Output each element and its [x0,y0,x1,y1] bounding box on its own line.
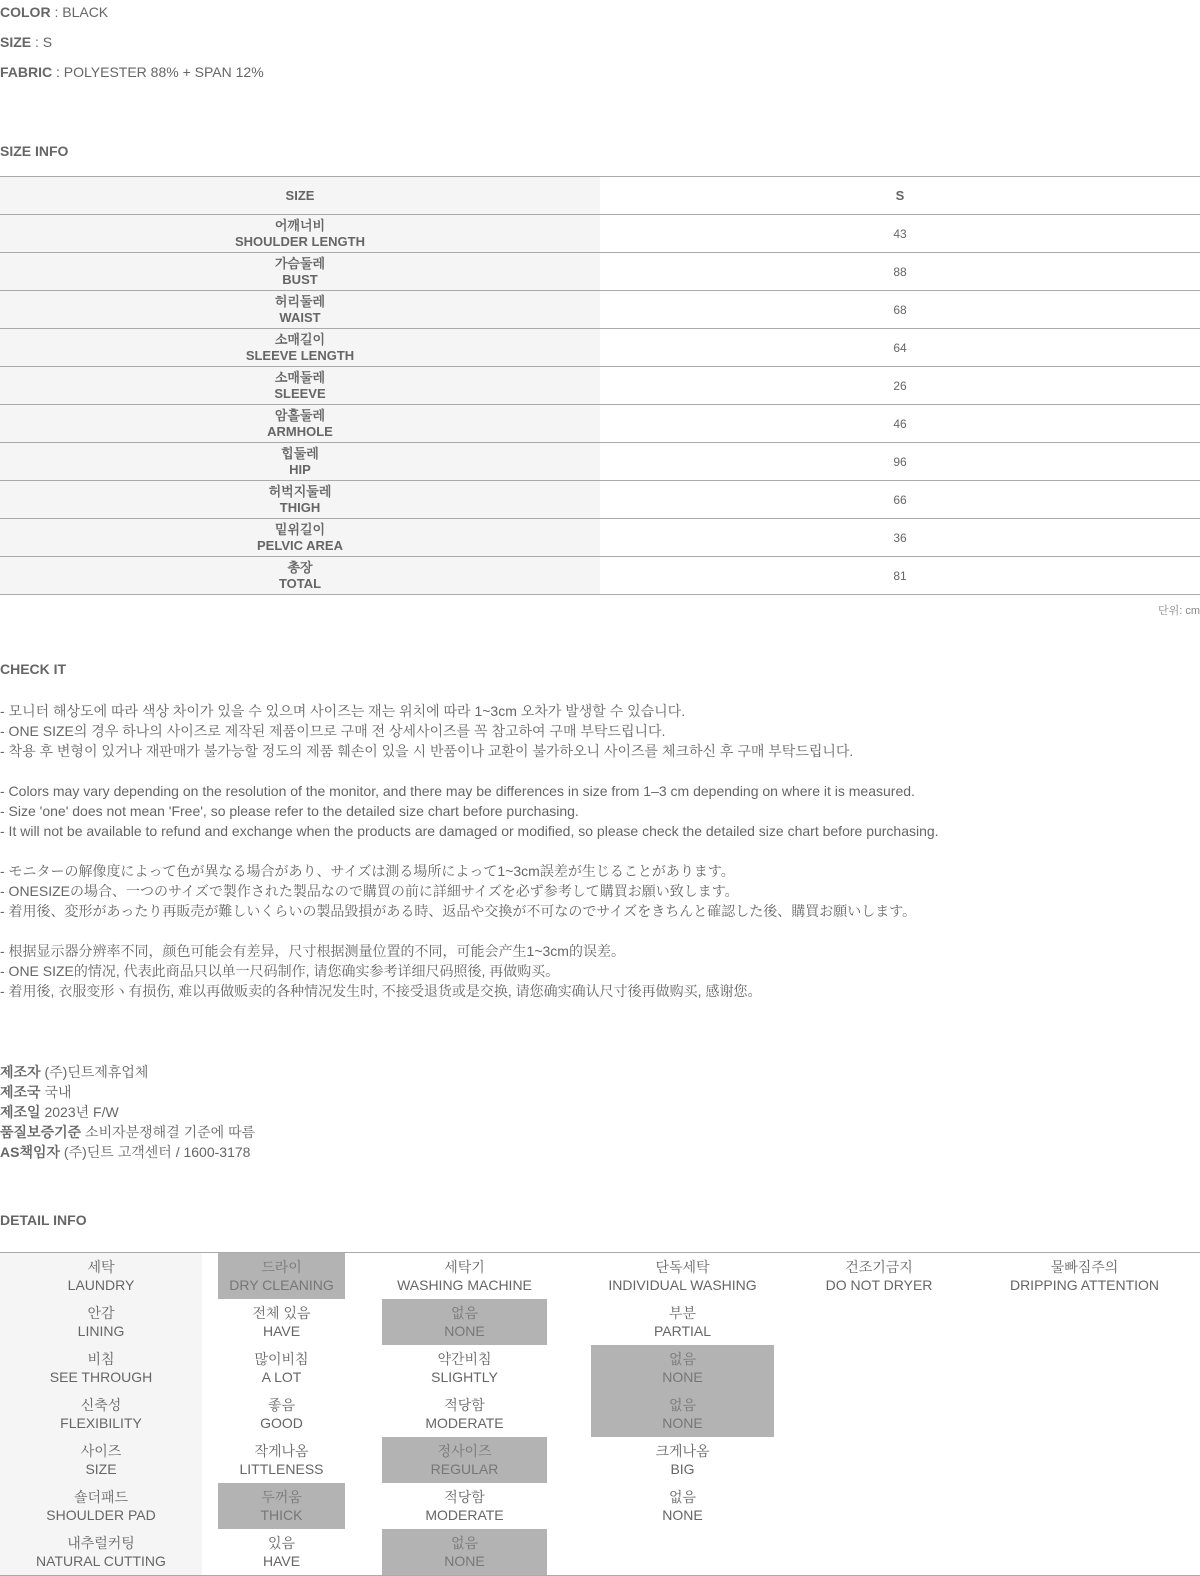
spec-value: : BLACK [50,4,109,20]
size-measure-en: PELVIC AREA [257,537,343,553]
size-measure-kr: 어깨너비 [274,217,326,233]
size-row [0,557,1200,595]
size-measure-label [0,557,600,595]
detail-option [382,1483,547,1529]
size-table-header [0,177,1200,215]
size-measure-en: HIP [289,461,311,477]
size-measure-label [0,367,600,405]
size-measure-label [0,291,600,329]
check-it-notes [0,701,939,1001]
size-measure-en: SHOULDER LENGTH [235,233,365,249]
detail-option [591,1253,774,1299]
size-table [0,176,1200,595]
check-it-line [0,841,939,861]
detail-en: NONE [662,1415,703,1431]
detail-en: SHOULDER PAD [46,1507,156,1523]
size-measure-kr: 소매길이 [274,331,326,347]
size-measure-label [0,405,600,443]
detail-en: THICK [260,1507,303,1523]
check-it-line [0,921,939,941]
detail-en: SLIGHTLY [431,1369,498,1385]
detail-en: A LOT [261,1369,302,1385]
check-it-line: - ONESIZEの場合、一つのサイズで製作された製品なので購買の前に詳細サイズを必ず参考して購買お願い致します。 [0,883,739,899]
size-row [0,481,1200,519]
detail-kr: 물빠짐주의 [1050,1259,1119,1275]
check-it-line: - Size 'one' does not mean 'Free', so please refer to the detailed size chart before purchasing. [0,803,579,819]
detail-en: NONE [662,1369,703,1385]
detail-kr: 사이즈 [80,1443,122,1459]
check-it-line: - ONE SIZE의 경우 하나의 사이즈로 제작된 제품이므로 구매 전 상세사이즈를 꼭 참고하여 구매 부탁드립니다. [0,723,666,739]
detail-option-selected [382,1437,547,1483]
size-measure-value: 36 [600,519,1200,557]
detail-kr: 신축성 [80,1397,122,1413]
size-row [0,519,1200,557]
detail-en: DRY CLEANING [229,1277,334,1293]
size-row [0,291,1200,329]
detail-en: INDIVIDUAL WASHING [608,1277,757,1293]
detail-option [218,1391,345,1437]
size-info-title: SIZE INFO [0,143,69,159]
detail-kr: 건조기금지 [845,1259,913,1275]
detail-en: NONE [444,1323,485,1339]
size-measure-label [0,253,600,291]
size-measure-en: SLEEVE LENGTH [245,347,355,363]
size-measure-label [0,329,600,367]
detail-option [992,1253,1177,1299]
detail-en: MODERATE [425,1507,504,1523]
size-measure-value: 68 [600,291,1200,329]
detail-en: GOOD [260,1415,303,1431]
detail-row-label [0,1345,202,1391]
maker-label: AS책임자 [0,1144,61,1160]
detail-option-selected [382,1529,547,1575]
size-measure-value: 96 [600,443,1200,481]
size-measure-en: WAIST [279,309,321,325]
size-measure-en: THIGH [279,499,321,515]
detail-kr: 없음 [450,1535,479,1551]
detail-en: MODERATE [425,1415,504,1431]
detail-en: REGULAR [430,1461,499,1477]
spec-color [0,4,108,20]
detail-kr: 부분 [668,1305,697,1321]
detail-kr: 적당함 [444,1397,485,1413]
size-measure-value: 66 [600,481,1200,519]
size-measure-kr: 소매둘레 [274,369,326,385]
maker-value: (주)딘트 고객센터 / 1600-3178 [60,1144,251,1160]
detail-row-label [0,1437,202,1483]
maker-label: 품질보증기준 [0,1124,82,1140]
unit-note: 단위: cm [1157,605,1200,617]
detail-en: NONE [662,1507,703,1523]
spec-value: : S [31,34,53,50]
detail-option [591,1483,774,1529]
detail-kr: 좋음 [267,1397,296,1413]
detail-kr: 크게나옴 [655,1443,710,1459]
detail-option [382,1345,547,1391]
maker-label: 제조일 [0,1104,41,1120]
size-measure-en: TOTAL [278,575,322,591]
detail-en: FLEXIBILITY [60,1415,142,1431]
detail-kr: 없음 [450,1305,479,1321]
maker-value: 소비자분쟁해결 기준에 따름 [81,1124,256,1140]
detail-option [218,1345,345,1391]
size-measure-en: ARMHOLE [267,423,333,439]
size-measure-label [0,443,600,481]
maker-row [0,1102,255,1122]
size-measure-kr: 가슴둘레 [274,255,326,271]
detail-kr: 없음 [668,1397,697,1413]
size-measure-label [0,215,600,253]
detail-row-label [0,1483,202,1529]
check-it-title: CHECK IT [0,661,67,677]
maker-row [0,1142,255,1162]
detail-option [591,1299,774,1345]
spec-label: SIZE [0,34,32,50]
detail-option [382,1391,547,1437]
size-measure-value: 46 [600,405,1200,443]
detail-option-selected [218,1483,345,1529]
size-row [0,443,1200,481]
detail-en: LITTLENESS [239,1461,324,1477]
size-measure-kr: 총장 [287,559,313,575]
size-row [0,215,1200,253]
size-measure-kr: 허리둘레 [274,293,326,309]
detail-kr: 적당함 [444,1489,485,1505]
detail-kr: 세탁기 [444,1259,485,1275]
detail-kr: 작게나옴 [254,1443,309,1459]
detail-kr: 없음 [668,1489,697,1505]
size-measure-value: 26 [600,367,1200,405]
check-it-line: - 모니터 해상도에 따라 색상 차이가 있을 수 있으며 사이즈는 재는 위치에 따라 1~3cm 오차가 발생할 수 있습니다. [0,703,686,719]
detail-en: HAVE [262,1323,301,1339]
detail-kr: 안감 [87,1305,115,1321]
detail-kr: 있음 [267,1535,296,1551]
maker-label: 제조국 [0,1084,41,1100]
maker-row [0,1082,255,1102]
detail-en: NATURAL CUTTING [36,1553,166,1569]
spec-fabric [0,64,264,80]
detail-row-label [0,1391,202,1437]
detail-en: DRIPPING ATTENTION [1009,1277,1160,1293]
size-measure-value: 43 [600,215,1200,253]
check-it-line: - ONE SIZE的情况, 代表此商品只以单一尺码制作, 请您确实参考详细尺码照後, 再做购买。 [0,963,560,979]
detail-option [591,1437,774,1483]
maker-row [0,1122,255,1142]
detail-info-title: DETAIL INFO [0,1212,87,1228]
detail-option [218,1529,345,1575]
detail-en: DO NOT DRYER [825,1277,933,1293]
check-it-line: - 着用後、変形があったり再販売が難しいくらいの製品毀損がある時、返品や交換が不可なのでサイズをきちんと確認した後、購買お願いします。 [0,903,917,919]
check-it-line: - Colors may vary depending on the resolution of the monitor, and there may be differences in size from 1–3 cm depending on where it is measured. [0,783,915,799]
detail-kr: 드라이 [261,1259,302,1275]
detail-option-selected [218,1253,345,1299]
spec-label: COLOR [0,4,51,20]
detail-kr: 내추럴커팅 [67,1535,135,1551]
size-header-label: SIZE [0,177,600,215]
check-it-line [0,761,939,781]
detail-en: WASHING MACHINE [397,1277,532,1293]
detail-kr: 정사이즈 [437,1443,492,1459]
detail-option [382,1253,547,1299]
detail-en: PARTIAL [653,1323,712,1339]
size-measure-kr: 힙둘레 [281,445,319,461]
spec-value: : POLYESTER 88% + SPAN 12% [52,64,264,80]
maker-value: 국내 [40,1084,72,1100]
spec-size [0,34,52,50]
detail-kr: 비침 [87,1351,115,1367]
detail-option [218,1299,345,1345]
size-measure-label [0,481,600,519]
detail-en: NONE [444,1553,485,1569]
detail-option [786,1253,972,1299]
detail-en: LINING [77,1323,125,1339]
size-row [0,329,1200,367]
detail-option-selected [382,1299,547,1345]
maker-row [0,1062,255,1082]
check-it-line: - 착용 후 변형이 있거나 재판매가 불가능할 정도의 제품 훼손이 있을 시 반품이나 교환이 불가하오니 사이즈를 체크하신 후 구매 부탁드립니다. [0,743,854,759]
detail-kr: 약간비침 [437,1351,492,1367]
size-measure-en: SLEEVE [274,385,326,401]
size-measure-value: 64 [600,329,1200,367]
size-measure-label [0,519,600,557]
detail-option-selected [591,1391,774,1437]
detail-kr: 전체 있음 [252,1305,311,1321]
size-header-value: S [600,177,1200,215]
detail-row-label [0,1253,202,1299]
detail-en: BIG [670,1461,695,1477]
detail-info-grid [0,1253,1200,1576]
size-measure-kr: 허벅지둘레 [268,483,332,499]
spec-label: FABRIC [0,64,53,80]
check-it-line: - It will not be available to refund and exchange when the products are damaged or modified, so please check the detailed size chart before purchasing. [0,823,939,839]
size-measure-kr: 밑위길이 [274,521,326,537]
size-measure-value: 88 [600,253,1200,291]
check-it-line: - モニターの解像度によって色が異なる場合があり、サイズは測る場所によって1~3cm誤差が生じることがあります。 [0,863,735,879]
size-measure-kr: 암홀둘레 [274,407,326,423]
size-row [0,367,1200,405]
detail-kr: 두꺼움 [261,1489,302,1505]
maker-value: (주)딘트제휴업체 [40,1064,149,1080]
size-row [0,253,1200,291]
size-measure-en: BUST [282,271,318,287]
detail-kr: 없음 [668,1351,697,1367]
detail-option-selected [591,1345,774,1391]
maker-info [0,1062,255,1162]
detail-en: HAVE [262,1553,301,1569]
detail-kr: 단독세탁 [655,1259,710,1275]
maker-label: 제조자 [0,1064,41,1080]
detail-row-label [0,1299,202,1345]
detail-en: LAUNDRY [67,1277,135,1293]
detail-kr: 세탁 [87,1259,115,1275]
check-it-line: - 着用後, 衣服变形ヽ有损伤, 难以再做贩卖的各种情况发生时, 不接受退货或是交换, 请您确实确认尺寸後再做购买, 感谢您。 [0,983,762,999]
size-measure-value: 81 [600,557,1200,595]
detail-en: SEE THROUGH [49,1369,153,1385]
detail-option [218,1437,345,1483]
detail-kr: 많이비침 [254,1351,309,1367]
detail-row-label [0,1529,202,1575]
detail-en: SIZE [85,1461,117,1477]
check-it-line: - 根据显示器分辨率不同，颜色可能会有差异，尺寸根据测量位置的不同，可能会产生1~3cm的误差。 [0,943,625,959]
maker-value: 2023년 F/W [40,1104,119,1120]
detail-kr: 숄더패드 [73,1489,129,1505]
size-row [0,405,1200,443]
